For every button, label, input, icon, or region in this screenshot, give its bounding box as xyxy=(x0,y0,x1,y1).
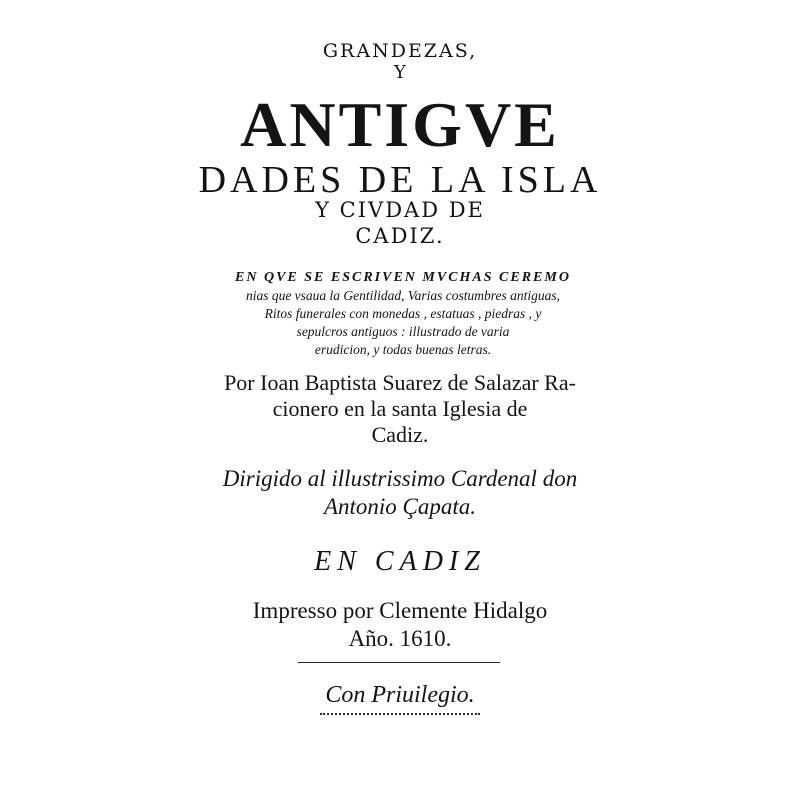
privilege-line: Con Priuilegio. xyxy=(325,682,475,708)
place-of-printing: EN CADIZ xyxy=(314,546,486,577)
author-line: Por Ioan Baptista Suarez de Salazar Ra- xyxy=(224,370,576,395)
title-line-antigue: ANTIGVE xyxy=(240,89,560,160)
title-line-ciudad: Y CIVDAD DE xyxy=(315,198,485,222)
dotted-rule xyxy=(320,713,480,715)
author-line: Cadiz. xyxy=(371,422,429,447)
title-line-y: Y xyxy=(394,62,406,83)
author-line: cionero en la santa Iglesia de xyxy=(272,396,528,421)
imprint-line: Impresso por Clemente Hidalgo xyxy=(252,598,548,623)
title-line-grandezas: GRANDEZAS, xyxy=(322,40,478,62)
dedication-line: Dirigido al illustrissimo Cardenal don xyxy=(222,466,578,491)
description-line: Ritos funerales con monedas , estatuas , piedras , y xyxy=(264,306,542,321)
title-line-dades: DADES DE LA ISLA xyxy=(198,159,602,201)
description-line: EN QVE SE ESCRIVEN MVCHAS CEREMO xyxy=(235,270,571,285)
divider-rule xyxy=(298,662,500,663)
dedication-line: Antonio Çapata. xyxy=(323,494,477,519)
description-line: nias que vsaua la Gentilidad, Varias costumbres antiguas, xyxy=(245,288,561,303)
title-line-cadiz: CADIZ. xyxy=(355,224,445,248)
description-line: sepulcros antiguos : illustrado de varia xyxy=(296,324,510,339)
description-line: erudicion, y todas buenas letras. xyxy=(314,342,492,357)
imprint-line: Año. 1610. xyxy=(348,626,452,651)
